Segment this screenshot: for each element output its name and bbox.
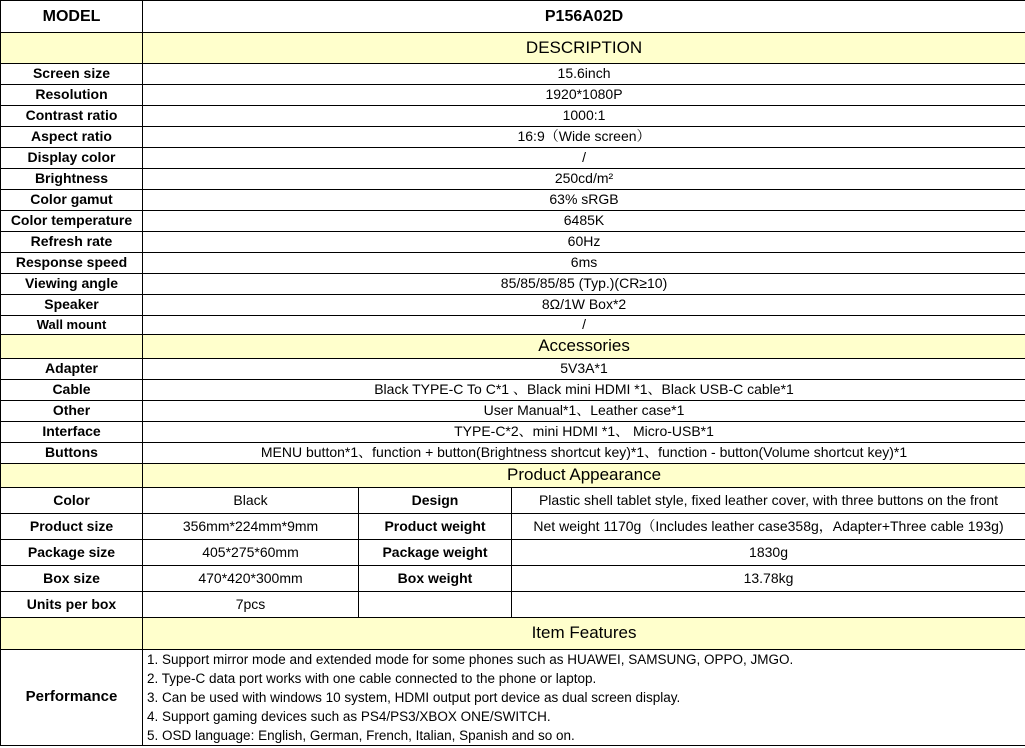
accessory-label: Interface: [1, 422, 143, 443]
appearance-label: Product size: [1, 514, 143, 540]
spec-row: [1, 148, 1025, 169]
appearance-value: 13.78kg: [512, 566, 1025, 592]
feature-item: 1. Support mirror mode and extended mode for some phones such as HUAWEI, SAMSUNG, OPPO, JMGO.: [147, 652, 794, 667]
accessory-value: 5V3A*1: [143, 359, 1025, 380]
feature-item: 3. Can be used with windows 10 system, HDMI output port device as dual screen display.: [147, 690, 681, 705]
spec-label: Aspect ratio: [1, 127, 143, 148]
spec-row: [1, 169, 1025, 190]
spec-row: [1, 316, 1025, 335]
spec-row: [1, 190, 1025, 211]
accessory-label: Buttons: [1, 443, 143, 464]
description-header-blank: [1, 33, 143, 64]
appearance-row: [1, 592, 1025, 618]
accessory-label: Adapter: [1, 359, 143, 380]
appearance-label: Package size: [1, 540, 143, 566]
appearance-value: 405*275*60mm: [143, 540, 359, 566]
accessory-row: [1, 359, 1025, 380]
performance-label: Performance: [1, 650, 143, 746]
accessory-label: Cable: [1, 380, 143, 401]
performance-list: [143, 650, 1025, 746]
accessory-value: TYPE-C*2、mini HDMI *1、 Micro-USB*1: [143, 422, 1025, 443]
feature-item: 2. Type-C data port works with one cable connected to the phone or laptop.: [147, 671, 597, 686]
accessories-title: Accessories: [143, 335, 1025, 359]
spec-value: /: [143, 316, 1025, 335]
spec-label: Refresh rate: [1, 232, 143, 253]
spec-row: [1, 274, 1025, 295]
accessory-value: Black TYPE-C To C*1 、Black mini HDMI *1、Black USB-C cable*1: [143, 380, 1025, 401]
spec-label: Viewing angle: [1, 274, 143, 295]
spec-row: [1, 106, 1025, 127]
appearance-label: Product weight: [359, 514, 512, 540]
appearance-label: Package weight: [359, 540, 512, 566]
feature-item: 5. OSD language: English, German, French, Italian, Spanish and so on.: [147, 728, 575, 743]
spec-value: 1000:1: [143, 106, 1025, 127]
appearance-row: [1, 488, 1025, 514]
description-title: DESCRIPTION: [143, 33, 1025, 64]
appearance-value: [512, 592, 1025, 618]
features-header-row: [1, 618, 1025, 650]
spec-value: /: [143, 148, 1025, 169]
accessory-value: MENU button*1、function + button(Brightness shortcut key)*1、function - button(Volume shortcut key)*1: [143, 443, 1025, 464]
spec-label: Response speed: [1, 253, 143, 274]
accessory-row: [1, 422, 1025, 443]
appearance-label: Units per box: [1, 592, 143, 618]
spec-label: Resolution: [1, 85, 143, 106]
appearance-value: Black: [143, 488, 359, 514]
appearance-value: 7pcs: [143, 592, 359, 618]
appearance-title: Product Appearance: [143, 464, 1025, 488]
spec-value: 16:9（Wide screen）: [143, 127, 1025, 148]
spec-value: 6ms: [143, 253, 1025, 274]
spec-value: 250cd/m²: [143, 169, 1025, 190]
spec-label: Display color: [1, 148, 143, 169]
spec-row: [1, 295, 1025, 316]
spec-label: Brightness: [1, 169, 143, 190]
appearance-label: Design: [359, 488, 512, 514]
accessory-row: [1, 443, 1025, 464]
accessory-label: Other: [1, 401, 143, 422]
accessory-value: User Manual*1、Leather case*1: [143, 401, 1025, 422]
features-header-blank: [1, 618, 143, 650]
spec-value: 15.6inch: [143, 64, 1025, 85]
model-value: P156A02D: [143, 1, 1025, 33]
spec-label: Color temperature: [1, 211, 143, 232]
spec-label: Wall mount: [1, 316, 143, 335]
appearance-header-row: [1, 464, 1025, 488]
features-title: Item Features: [143, 618, 1025, 650]
spec-row: [1, 127, 1025, 148]
description-header-row: [1, 33, 1025, 64]
model-row: [1, 1, 1025, 33]
spec-label: Contrast ratio: [1, 106, 143, 127]
accessory-row: [1, 380, 1025, 401]
performance-row: [1, 650, 1025, 746]
model-label: MODEL: [1, 1, 143, 33]
appearance-value: Plastic shell tablet style, fixed leather cover, with three buttons on the front: [512, 488, 1025, 514]
spec-row: [1, 64, 1025, 85]
appearance-label: [359, 592, 512, 618]
appearance-row: [1, 566, 1025, 592]
appearance-label: Box weight: [359, 566, 512, 592]
appearance-value: 1830g: [512, 540, 1025, 566]
spec-row: [1, 253, 1025, 274]
accessory-row: [1, 401, 1025, 422]
feature-item: 4. Support gaming devices such as PS4/PS3/XBOX ONE/SWITCH.: [147, 709, 551, 724]
appearance-value: 470*420*300mm: [143, 566, 359, 592]
spec-label: Speaker: [1, 295, 143, 316]
accessories-header-blank: [1, 335, 143, 359]
spec-value: 1920*1080P: [143, 85, 1025, 106]
appearance-row: [1, 540, 1025, 566]
appearance-value: 356mm*224mm*9mm: [143, 514, 359, 540]
appearance-header-blank: [1, 464, 143, 488]
appearance-value: Net weight 1170g（Includes leather case358g，Adapter+Three cable 193g): [512, 514, 1025, 540]
spec-value: 6485K: [143, 211, 1025, 232]
spec-value: 63% sRGB: [143, 190, 1025, 211]
spec-row: [1, 211, 1025, 232]
appearance-label: Box size: [1, 566, 143, 592]
spec-value: 85/85/85/85 (Typ.)(CR≥10): [143, 274, 1025, 295]
spec-label: Color gamut: [1, 190, 143, 211]
appearance-row: [1, 514, 1025, 540]
spec-value: 8Ω/1W Box*2: [143, 295, 1025, 316]
appearance-label: Color: [1, 488, 143, 514]
spec-row: [1, 85, 1025, 106]
accessories-header-row: [1, 335, 1025, 359]
spec-value: 60Hz: [143, 232, 1025, 253]
spec-row: [1, 232, 1025, 253]
spec-label: Screen size: [1, 64, 143, 85]
